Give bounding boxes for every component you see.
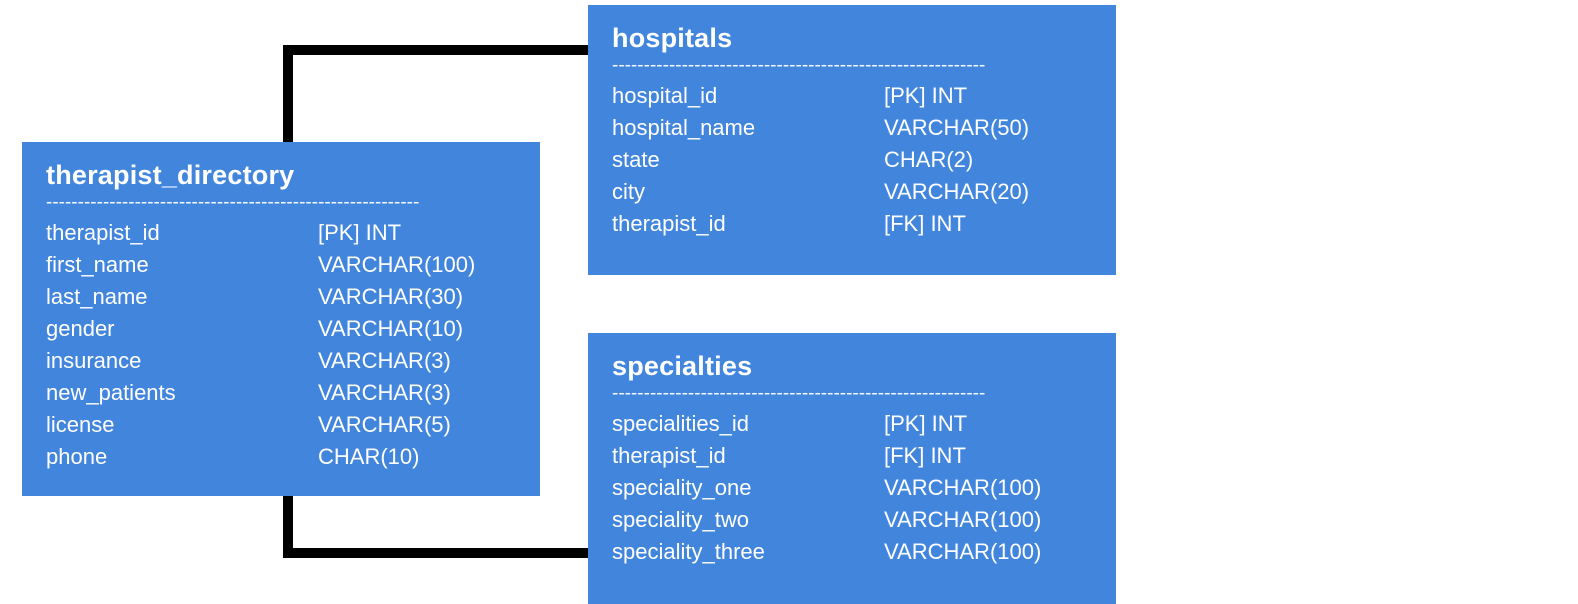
field-name: last_name xyxy=(46,284,148,310)
entity-therapist-directory[interactable] xyxy=(22,142,540,496)
field-type: CHAR(10) xyxy=(318,444,420,470)
field-name: insurance xyxy=(46,348,142,374)
table-row xyxy=(612,112,1092,144)
field-type: VARCHAR(50) xyxy=(884,115,1030,141)
entity-divider: ----------------------------------------------------------- xyxy=(612,56,986,77)
field-name: therapist_id xyxy=(612,443,726,469)
entity-divider: ----------------------------------------------------------- xyxy=(46,193,420,214)
connector-therapist_directory-specialties xyxy=(288,488,592,553)
field-type: VARCHAR(30) xyxy=(318,284,464,310)
entity-hospitals[interactable] xyxy=(588,5,1116,275)
field-name: city xyxy=(612,179,645,205)
table-row xyxy=(612,504,1092,536)
field-name: first_name xyxy=(46,252,149,278)
field-name: speciality_two xyxy=(612,507,749,533)
table-row xyxy=(612,144,1092,176)
field-type: VARCHAR(100) xyxy=(884,475,1042,501)
table-row xyxy=(46,313,516,345)
field-type: [PK] INT xyxy=(884,83,968,109)
connector-therapist_directory-hospitals xyxy=(288,50,592,152)
entity-specialties[interactable] xyxy=(588,333,1116,604)
field-name: new_patients xyxy=(46,380,176,406)
field-type: [PK] INT xyxy=(884,411,968,437)
entity-title: therapist_directory xyxy=(46,160,295,190)
entity-divider: ----------------------------------------------------------- xyxy=(612,384,986,405)
field-type: VARCHAR(100) xyxy=(884,507,1042,533)
table-row xyxy=(46,281,516,313)
field-type: CHAR(2) xyxy=(884,147,974,173)
field-name: hospital_name xyxy=(612,115,756,141)
field-type: VARCHAR(3) xyxy=(318,380,451,406)
table-row xyxy=(612,536,1092,568)
field-type: VARCHAR(5) xyxy=(318,412,451,438)
entity-title: specialties xyxy=(612,351,753,381)
field-name: speciality_one xyxy=(612,475,752,501)
table-row xyxy=(612,208,1092,240)
field-type: VARCHAR(10) xyxy=(318,316,464,342)
table-row xyxy=(46,441,516,473)
table-row xyxy=(46,377,516,409)
field-name: speciality_three xyxy=(612,539,765,565)
field-type: [PK] INT xyxy=(318,220,402,246)
field-type: [FK] INT xyxy=(884,211,966,237)
table-row xyxy=(46,249,516,281)
field-name: phone xyxy=(46,444,108,470)
table-row xyxy=(46,217,516,249)
table-row xyxy=(612,440,1092,472)
field-name: specialities_id xyxy=(612,411,749,437)
field-name: therapist_id xyxy=(612,211,726,237)
table-row xyxy=(612,472,1092,504)
field-type: VARCHAR(100) xyxy=(318,252,476,278)
table-row xyxy=(46,345,516,377)
field-name: gender xyxy=(46,316,115,342)
entity-title: hospitals xyxy=(612,23,733,53)
field-name: license xyxy=(46,412,115,438)
field-name: hospital_id xyxy=(612,83,718,109)
table-row xyxy=(612,408,1092,440)
table-row xyxy=(612,80,1092,112)
table-row xyxy=(612,176,1092,208)
field-type: VARCHAR(20) xyxy=(884,179,1030,205)
field-name: therapist_id xyxy=(46,220,160,246)
field-name: state xyxy=(612,147,660,173)
table-row xyxy=(46,409,516,441)
field-type: [FK] INT xyxy=(884,443,966,469)
field-type: VARCHAR(3) xyxy=(318,348,451,374)
field-type: VARCHAR(100) xyxy=(884,539,1042,565)
